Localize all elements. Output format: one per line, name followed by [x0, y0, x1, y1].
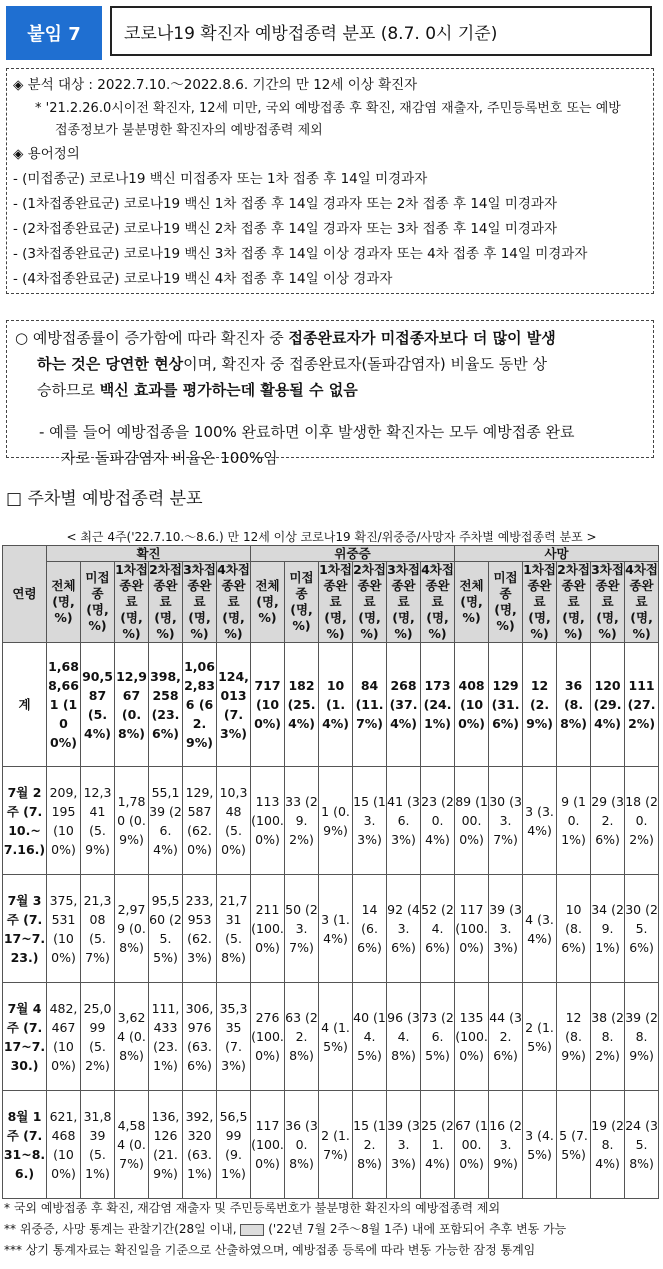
table-cell: 233,953 (62.3%) — [183, 875, 217, 983]
table-cell: 34 (29.1%) — [591, 875, 625, 983]
table-cell: 23 (20.4%) — [421, 767, 455, 875]
table-cell: 67 (100.0%) — [455, 1091, 489, 1199]
row-label: 8월 1주 (7.31~8.6.) — [3, 1091, 47, 1199]
target-note-1: * '21.2.26.0시이전 확진자, 12세 미만, 국외 예방접종 후 확진, 재감염 재출자, 주민등록번호 또는 예방 — [35, 101, 621, 116]
group-header-confirmed: 확진 — [47, 546, 251, 562]
term-item: - (1차접종완료군) 코로나19 백신 1차 접종 후 14일 경과자 또는 2차 접종 후 14일 미경과자 — [13, 196, 558, 212]
table-cell: 268 (37.4%) — [387, 643, 421, 767]
table-cell: 30 (25.6%) — [625, 875, 659, 983]
terms-label: ◈ 용어정의 — [13, 146, 80, 162]
table-cell: 1,688,661 (100%) — [47, 643, 81, 767]
table-cell: 1,780 (0.9%) — [115, 767, 149, 875]
table-cell: 392,320 (63.1%) — [183, 1091, 217, 1199]
table-cell: 10 (8.6%) — [557, 875, 591, 983]
table-row — [3, 1091, 659, 1199]
section-title: □ 주차별 예방접종력 분포 — [6, 489, 203, 509]
table-cell: 408 (100%) — [455, 643, 489, 767]
table-cell: 10 (1.4%) — [319, 643, 353, 767]
age-header: 연령 — [3, 546, 47, 643]
column-header: 미접종 (명, %) — [81, 562, 115, 643]
table-cell: 36 (8.8%) — [557, 643, 591, 767]
column-header: 4차접종완료 (명, %) — [217, 562, 250, 641]
table-cell: 92 (43.6%) — [387, 875, 421, 983]
table-cell: 39 (28.9%) — [625, 983, 659, 1091]
term-item: - (4차접종완료군) 코로나19 백신 4차 접종 후 14일 이상 경과자 — [13, 271, 393, 287]
column-header: 3차접종완료 (명, %) — [591, 562, 624, 641]
table-cell: 717 (100%) — [251, 643, 285, 767]
notice-example: 자로 돌파감염자 비율은 100%임 — [61, 449, 278, 467]
table-cell: 50 (23.7%) — [285, 875, 319, 983]
table-row — [3, 643, 659, 767]
table-cell: 111,433 (23.1%) — [149, 983, 183, 1091]
table-cell: 5 (7.5%) — [557, 1091, 591, 1199]
table-cell: 1,062,836 (62.9%) — [183, 643, 217, 767]
table-cell: 111 (27.2%) — [625, 643, 659, 767]
group-header-severe: 위중증 — [251, 546, 455, 562]
table-cell: 209,195 (100%) — [47, 767, 81, 875]
table-cell: 56,599 (9.1%) — [217, 1091, 251, 1199]
table-cell: 14 (6.6%) — [353, 875, 387, 983]
table-cell: 4,584 (0.7%) — [115, 1091, 149, 1199]
row-label: 7월 2주 (7.10.~7.16.) — [3, 767, 47, 875]
table-cell: 2,979 (0.8%) — [115, 875, 149, 983]
table-cell: 16 (23.9%) — [489, 1091, 523, 1199]
column-header: 3차접종완료 (명, %) — [387, 562, 420, 641]
table-cell: 173 (24.1%) — [421, 643, 455, 767]
table-cell: 12,341 (5.9%) — [81, 767, 115, 875]
column-header: 2차접종완료 (명, %) — [557, 562, 590, 641]
table-cell: 4 (1.5%) — [319, 983, 353, 1091]
column-header: 미접종 (명, %) — [285, 562, 319, 643]
header — [6, 6, 656, 60]
table-cell: 52 (24.6%) — [421, 875, 455, 983]
row-label: 7월 4주 (7.17~7.30.) — [3, 983, 47, 1091]
table-cell: 3 (3.4%) — [523, 767, 557, 875]
table-cell: 306,976 (63.6%) — [183, 983, 217, 1091]
table-cell: 621,468 (100%) — [47, 1091, 81, 1199]
table-cell: 39 (33.3%) — [387, 1091, 421, 1199]
table-cell: 19 (28.4%) — [591, 1091, 625, 1199]
table-cell: 90,587 (5.4%) — [81, 643, 115, 767]
notice-emphasis: 접종완료자가 미접종자보다 더 많이 발생 — [288, 329, 556, 347]
term-item: - (2차접종완료군) 코로나19 백신 2차 접종 후 14일 경과자 또는 3차 접종 후 14일 미경과자 — [13, 221, 558, 237]
table-cell: 211 (100.0%) — [251, 875, 285, 983]
table-cell: 21,308 (5.7%) — [81, 875, 115, 983]
table-cell: 3,624 (0.8%) — [115, 983, 149, 1091]
notice-text: ○ 예방접종률이 증가함에 따라 확진자 중 — [15, 329, 289, 347]
table-cell: 3 (1.4%) — [319, 875, 353, 983]
table-cell: 15 (13.3%) — [353, 767, 387, 875]
table-cell: 25,099 (5.2%) — [81, 983, 115, 1091]
table-cell: 4 (3.4%) — [523, 875, 557, 983]
notice-emphasis: 백신 효과를 평가하는데 활용될 수 없음 — [99, 381, 358, 399]
table-cell: 30 (33.7%) — [489, 767, 523, 875]
table-cell: 24 (35.8%) — [625, 1091, 659, 1199]
table-cell: 35,335 (7.3%) — [217, 983, 251, 1091]
table-cell: 40 (14.5%) — [353, 983, 387, 1091]
table-cell: 2 (1.7%) — [319, 1091, 353, 1199]
column-header: 3차접종완료 (명, %) — [183, 562, 216, 641]
table-cell: 113 (100.0%) — [251, 767, 285, 875]
table-cell: 120 (29.4%) — [591, 643, 625, 767]
footnote-2: ** 위중증, 사망 통계는 관찰기간(28일 이내, ('22년 7월 2주～8월 1주) 내에 포함되어 추후 변동 가능 — [4, 1222, 567, 1236]
table-cell: 63 (22.8%) — [285, 983, 319, 1091]
table-cell: 482,467 (100%) — [47, 983, 81, 1091]
column-header: 4차접종완료 (명, %) — [625, 562, 658, 641]
table-cell: 44 (32.6%) — [489, 983, 523, 1091]
table-cell: 136,126 (21.9%) — [149, 1091, 183, 1199]
column-header: 4차접종완료 (명, %) — [421, 562, 454, 641]
table-cell: 25 (21.4%) — [421, 1091, 455, 1199]
table-cell: 29 (32.6%) — [591, 767, 625, 875]
notice-emphasis: 하는 것은 당연한 현상 — [37, 355, 184, 373]
table-cell: 276 (100.0%) — [251, 983, 285, 1091]
column-header: 1차접종완료 (명, %) — [523, 562, 556, 641]
table-cell: 124,013 (7.3%) — [217, 643, 251, 767]
notice-box — [6, 320, 654, 467]
term-item: - (3차접종완료군) 코로나19 백신 3차 접종 후 14일 이상 경과자 또는 4차 접종 후 14일 미경과자 — [13, 246, 588, 262]
table-row — [3, 767, 659, 875]
column-header: 미접종 (명, %) — [489, 562, 523, 643]
table-cell: 55,139 (26.4%) — [149, 767, 183, 875]
table-cell: 33 (29.2%) — [285, 767, 319, 875]
table-cell: 9 (10.1%) — [557, 767, 591, 875]
table-cell: 36 (30.8%) — [285, 1091, 319, 1199]
table-cell: 12 (8.9%) — [557, 983, 591, 1091]
table-cell: 117 (100.0%) — [251, 1091, 285, 1199]
table-cell: 129,587 (62.0%) — [183, 767, 217, 875]
column-header: 전체 (명, %) — [455, 562, 489, 643]
column-header: 2차접종완료 (명, %) — [149, 562, 182, 641]
definitions-box — [6, 68, 654, 294]
table-cell: 41 (36.3%) — [387, 767, 421, 875]
notice-text: 승하므로 — [37, 381, 100, 399]
table-cell: 31,839 (5.1%) — [81, 1091, 115, 1199]
column-header: 전체 (명, %) — [47, 562, 81, 643]
target-note-2: 접종정보가 불분명한 확진자의 예방접종력 제외 — [55, 123, 323, 138]
table-cell: 84 (11.7%) — [353, 643, 387, 767]
table-cell: 1 (0.9%) — [319, 767, 353, 875]
table-cell: 117 (100.0%) — [455, 875, 489, 983]
table-cell: 135 (100.0%) — [455, 983, 489, 1091]
column-header: 1차접종완료 (명, %) — [319, 562, 352, 641]
table-cell: 89 (100.0%) — [455, 767, 489, 875]
table-cell: 398,258 (23.6%) — [149, 643, 183, 767]
vaccination-table — [2, 545, 659, 1199]
footnotes — [4, 1198, 566, 1261]
column-header: 1차접종완료 (명, %) — [115, 562, 148, 641]
table-cell: 182 (25.4%) — [285, 643, 319, 767]
table-cell: 39 (33.3%) — [489, 875, 523, 983]
analysis-target: ◈ 분석 대상 : 2022.7.10.～2022.8.6. 기간의 만 12세 이상 확진자 — [13, 77, 418, 93]
table-cell: 10,348 (5.0%) — [217, 767, 251, 875]
term-item: - (미접종군) 코로나19 백신 미접종자 또는 1차 접종 후 14일 미경과자 — [13, 171, 428, 187]
table-row — [3, 875, 659, 983]
table-cell: 38 (28.2%) — [591, 983, 625, 1091]
table-cell: 3 (4.5%) — [523, 1091, 557, 1199]
row-label: 7월 3주 (7.17~7.23.) — [3, 875, 47, 983]
footnote-3: *** 상기 통계자료는 확진일을 기준으로 산출하였으며, 예방접종 등록에 따라 변동 가능한 잠정 통계임 — [4, 1243, 536, 1257]
attachment-badge: 붙임 7 — [6, 6, 102, 60]
table-cell: 73 (26.5%) — [421, 983, 455, 1091]
page-title: 코로나19 확진자 예방접종력 분포 (8.7. 0시 기준) — [110, 6, 652, 56]
footnote-1: * 국외 예방접종 후 확진, 재감염 재출자 및 주민등록번호가 불분명한 확진자의 예방접종력 제외 — [4, 1201, 501, 1215]
table-cell: 129 (31.6%) — [489, 643, 523, 767]
notice-text: 이며, 확진자 중 접종완료자(돌파감염자) 비율도 동반 상 — [183, 355, 547, 373]
column-header: 2차접종완료 (명, %) — [353, 562, 386, 641]
table-cell: 12,967 (0.8%) — [115, 643, 149, 767]
column-header: 전체 (명, %) — [251, 562, 285, 643]
notice-example: - 예를 들어 예방접종을 100% 완료하면 이후 발생한 확진자는 모두 예방접종 완료 — [39, 423, 575, 441]
row-label: 계 — [3, 643, 47, 767]
table-caption: < 최근 4주('22.7.10.～8.6.) 만 12세 이상 코로나19 확진/위중증/사망자 주차별 예방접종력 분포 > — [66, 530, 597, 544]
legend-swatch — [240, 1224, 264, 1236]
table-cell: 21,731 (5.8%) — [217, 875, 251, 983]
table-cell: 12 (2.9%) — [523, 643, 557, 767]
table-cell: 96 (34.8%) — [387, 983, 421, 1091]
table-cell: 2 (1.5%) — [523, 983, 557, 1091]
table-cell: 15 (12.8%) — [353, 1091, 387, 1199]
table-row — [3, 983, 659, 1091]
table-cell: 95,560 (25.5%) — [149, 875, 183, 983]
group-header-death: 사망 — [455, 546, 659, 562]
table-cell: 375,531 (100%) — [47, 875, 81, 983]
table-cell: 18 (20.2%) — [625, 767, 659, 875]
